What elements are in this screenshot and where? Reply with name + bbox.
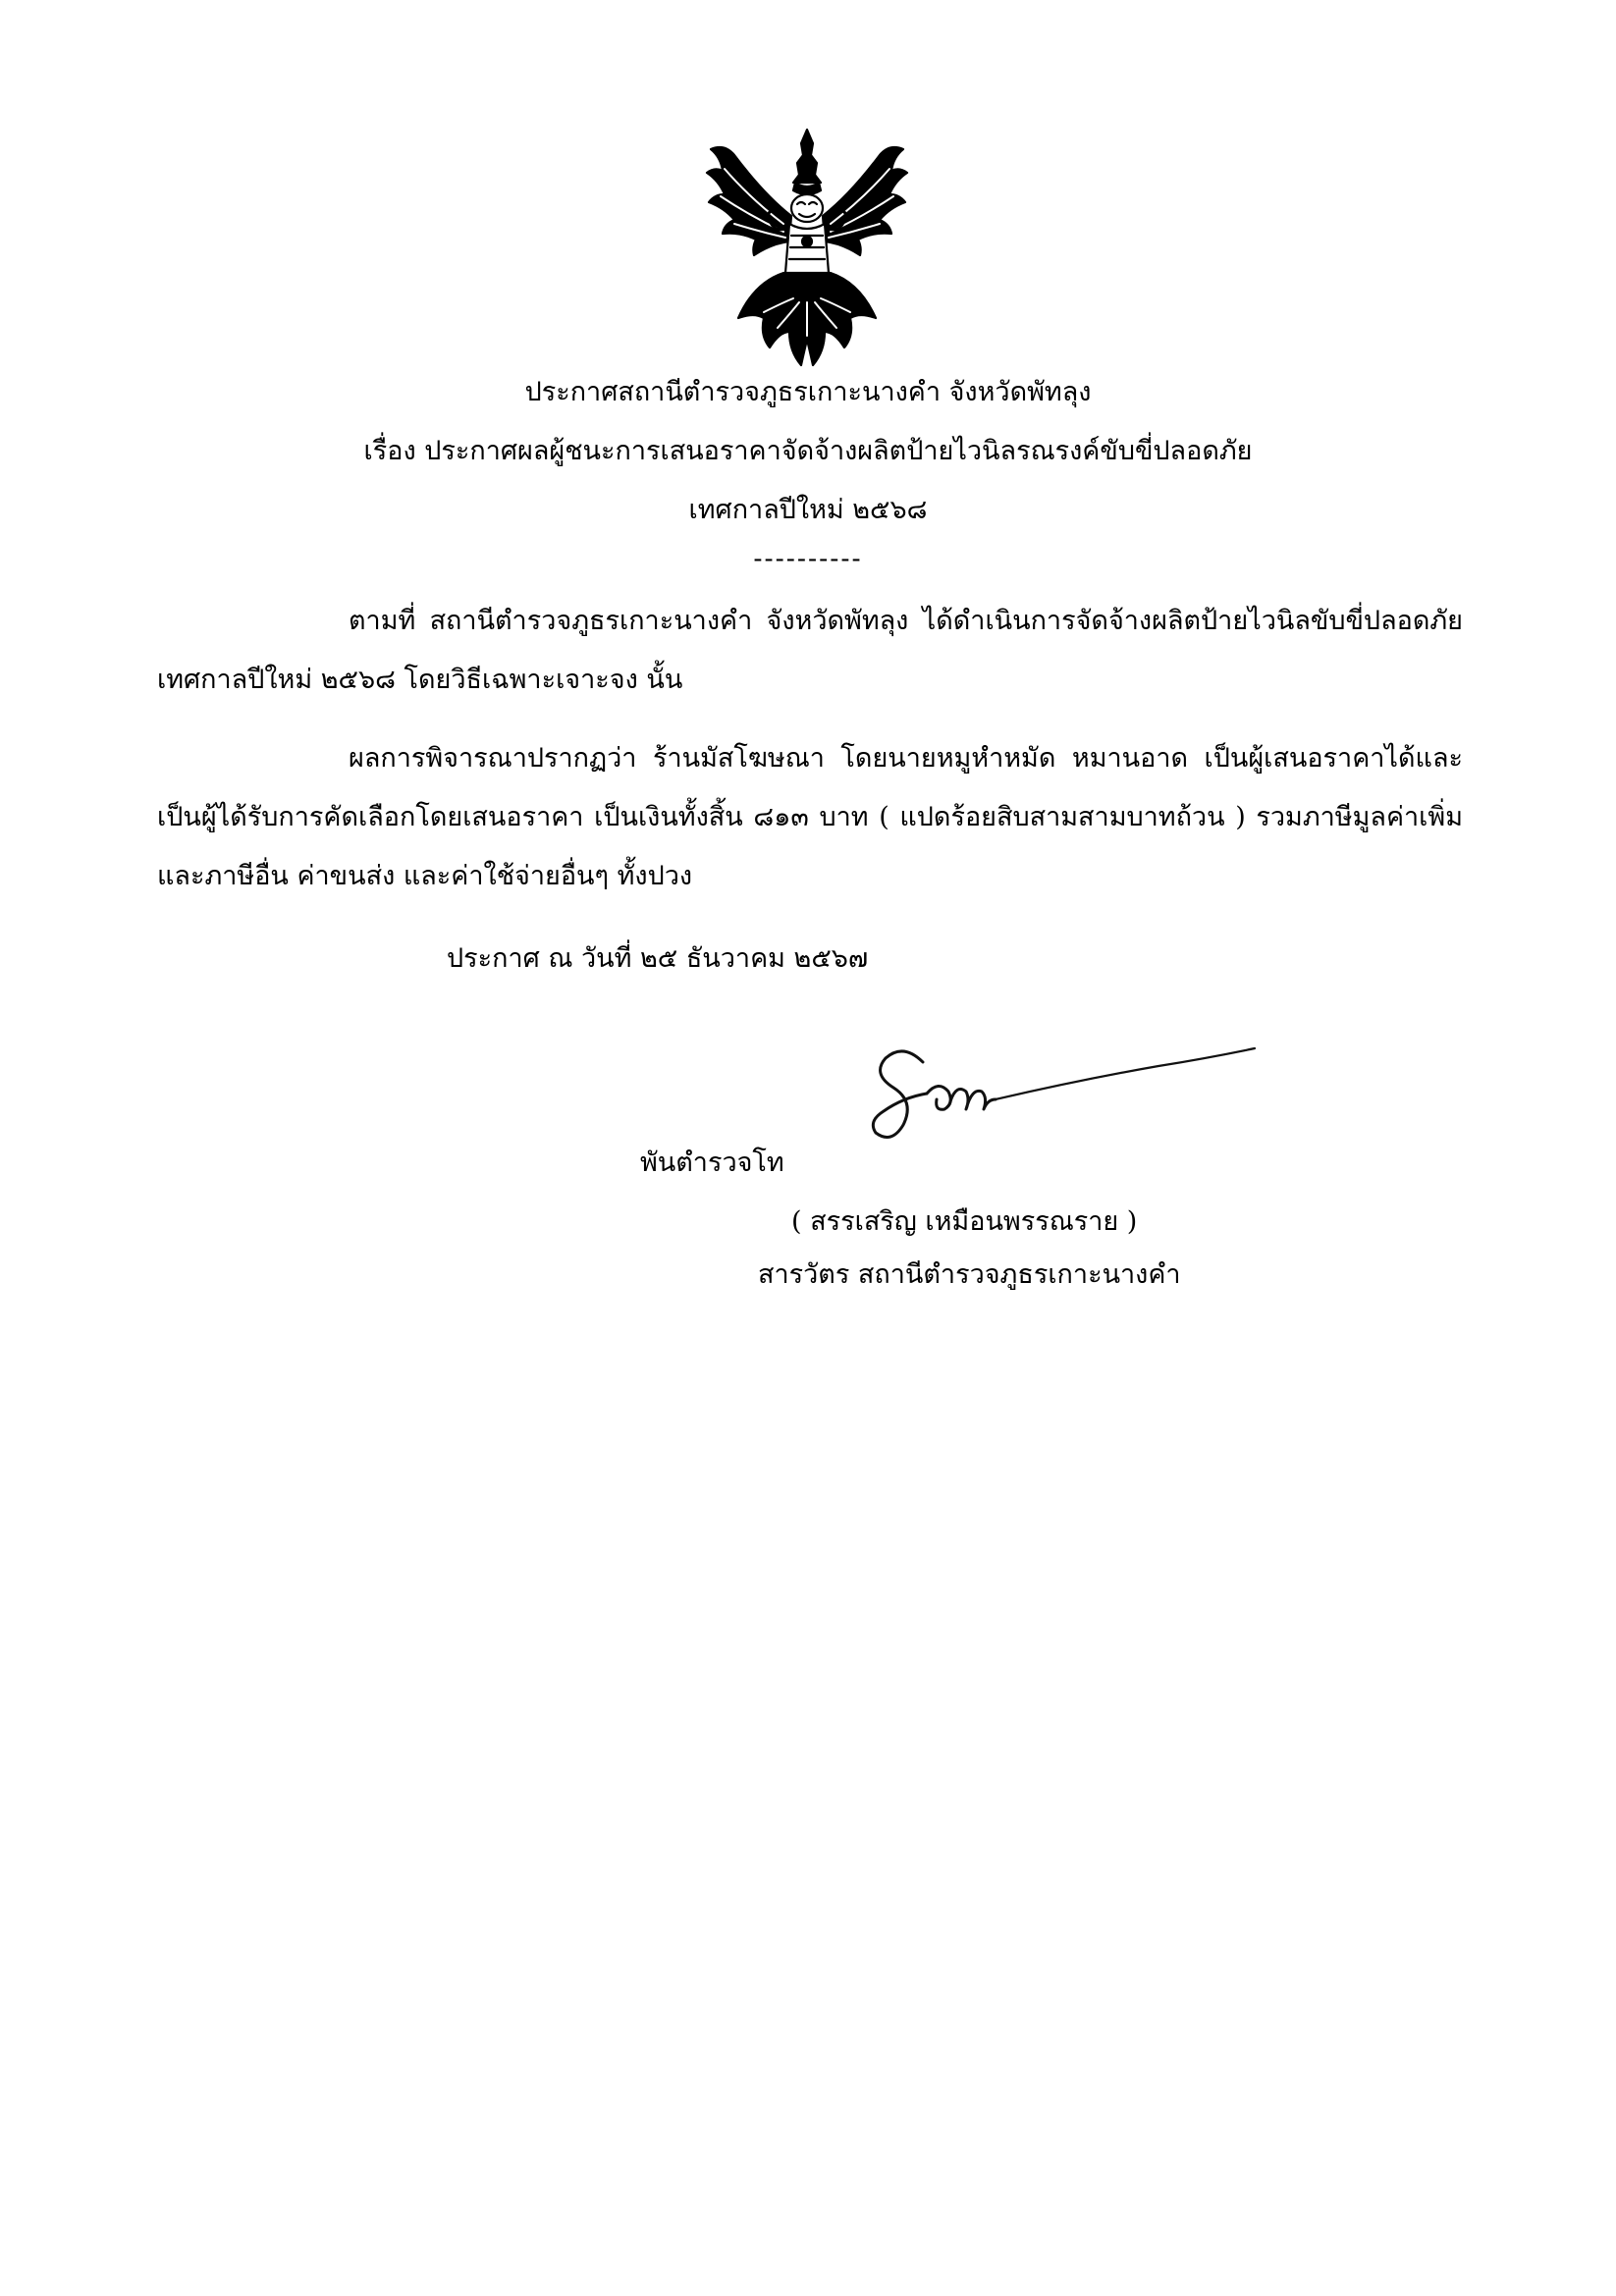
signatory-rank: พันตำรวจโท [640, 1148, 784, 1178]
garuda-emblem-icon [695, 126, 919, 371]
announcement-title: ประกาศสถานีตำรวจภูธรเกาะนางคำ จังหวัดพัทลุง [524, 377, 1092, 407]
signatory-name: ( สรรเสริญ เหมือนพรรณราย ) [791, 1206, 1138, 1237]
signature [864, 1023, 1257, 1170]
title-divider: ---------- [753, 544, 863, 574]
body-paragraph-2: ผลการพิจารณาปรากฏว่า ร้านมัสโฆษณา โดยนายหมูหำหมัด หมานอาด เป็นผู้เสนอราคาได้และเป็นผู้ได้รับการคัดเลือกโดยเสนอราคา เป็นเงินทั้งสิ้น ๘๑๓ บาท ( แปดร้อยสิบสามสามบาทถ้วน ) รวมภาษีมูลค่าเพิ่มและภาษีอื่น ค่าขนส่ง และค่าใช้จ่ายอื่นๆ ทั้งปวง [157, 743, 1463, 891]
announcement-subject: เรื่อง ประกาศผลผู้ชนะการเสนอราคาจัดจ้างผลิตป้ายไวนิลรณรงค์ขับขี่ปลอดภัย [363, 436, 1253, 466]
announcement-date: ประกาศ ณ วันที่ ๒๕ ธันวาคม ๒๕๖๗ [447, 943, 869, 974]
body-paragraph-1: ตามที่ สถานีตำรวจภูธรเกาะนางคำ จังหวัดพัทลุง ได้ดำเนินการจัดจ้างผลิตป้ายไวนิลขับขี่ปลอดภัยเทศกาลปีใหม่ ๒๕๖๘ โดยวิธีเฉพาะเจาะจง นั้น [157, 606, 1463, 695]
announcement-subject-continued: เทศกาลปีใหม่ ๒๕๖๘ [688, 495, 928, 525]
signatory-position: สารวัตร สถานีตำรวจภูธรเกาะนางคำ [758, 1259, 1181, 1290]
